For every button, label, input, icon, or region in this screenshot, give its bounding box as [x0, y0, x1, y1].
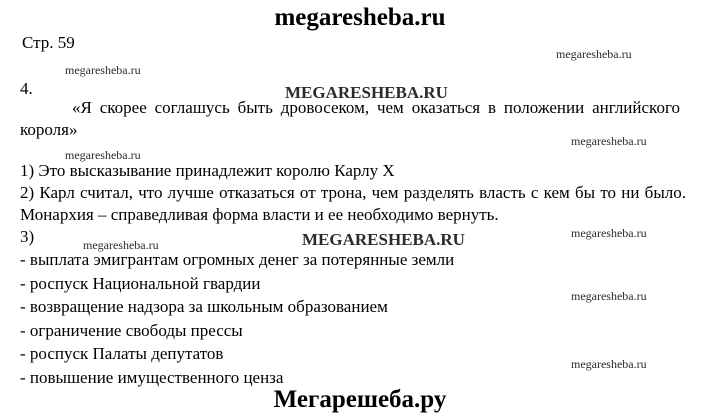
watermark-tile: megaresheba.ru [571, 226, 647, 240]
watermark-tile: megaresheba.ru [65, 148, 141, 162]
quote-text: «Я скорее соглашусь быть дровосеком, чем оказаться в положении английского короля» [20, 98, 680, 139]
answer-paragraph-1: 1) Это высказывание принадлежит королю Карлу X [20, 161, 395, 180]
watermark-tile: megaresheba.ru [571, 134, 647, 148]
watermark-tile: megaresheba.ru [83, 238, 159, 252]
watermark-footer: Мегарешеба.ру [273, 386, 447, 413]
watermark-header: megaresheba.ru [274, 4, 446, 31]
watermark-tile: megaresheba.ru [65, 63, 141, 77]
list-item: - возвращение надзора за школьным образованием [20, 297, 388, 316]
watermark-tile: megaresheba.ru [556, 47, 632, 61]
watermark-tile: MEGARESHEBA.RU [285, 83, 448, 102]
watermark-tile: megaresheba.ru [571, 357, 647, 371]
list-item: - роспуск Национальной гвардии [20, 273, 261, 293]
task-number: 4. [20, 79, 33, 98]
measures-list [20, 248, 620, 389]
page-number: Стр. 59 [22, 33, 75, 52]
list-item: - выплата эмигрантам огромных денег за потерянные земли [20, 250, 455, 269]
list-item: - роспуск Палаты депутатов [20, 344, 224, 363]
answer-paragraph-2: 2) Карл считал, что лучше отказаться от трона, чем разделять власть с кем бы то ни было. Монархия – справедливая форма власти и ее необходимо вернуть. [20, 183, 686, 224]
watermark-tile: MEGARESHEBA.RU [302, 230, 465, 249]
watermark-tile: megaresheba.ru [571, 289, 647, 303]
list-item: - ограничение свободы прессы [20, 320, 243, 340]
list-item: - повышение имущественного ценза [20, 367, 284, 387]
answer-paragraph-3: 3) [20, 227, 35, 246]
